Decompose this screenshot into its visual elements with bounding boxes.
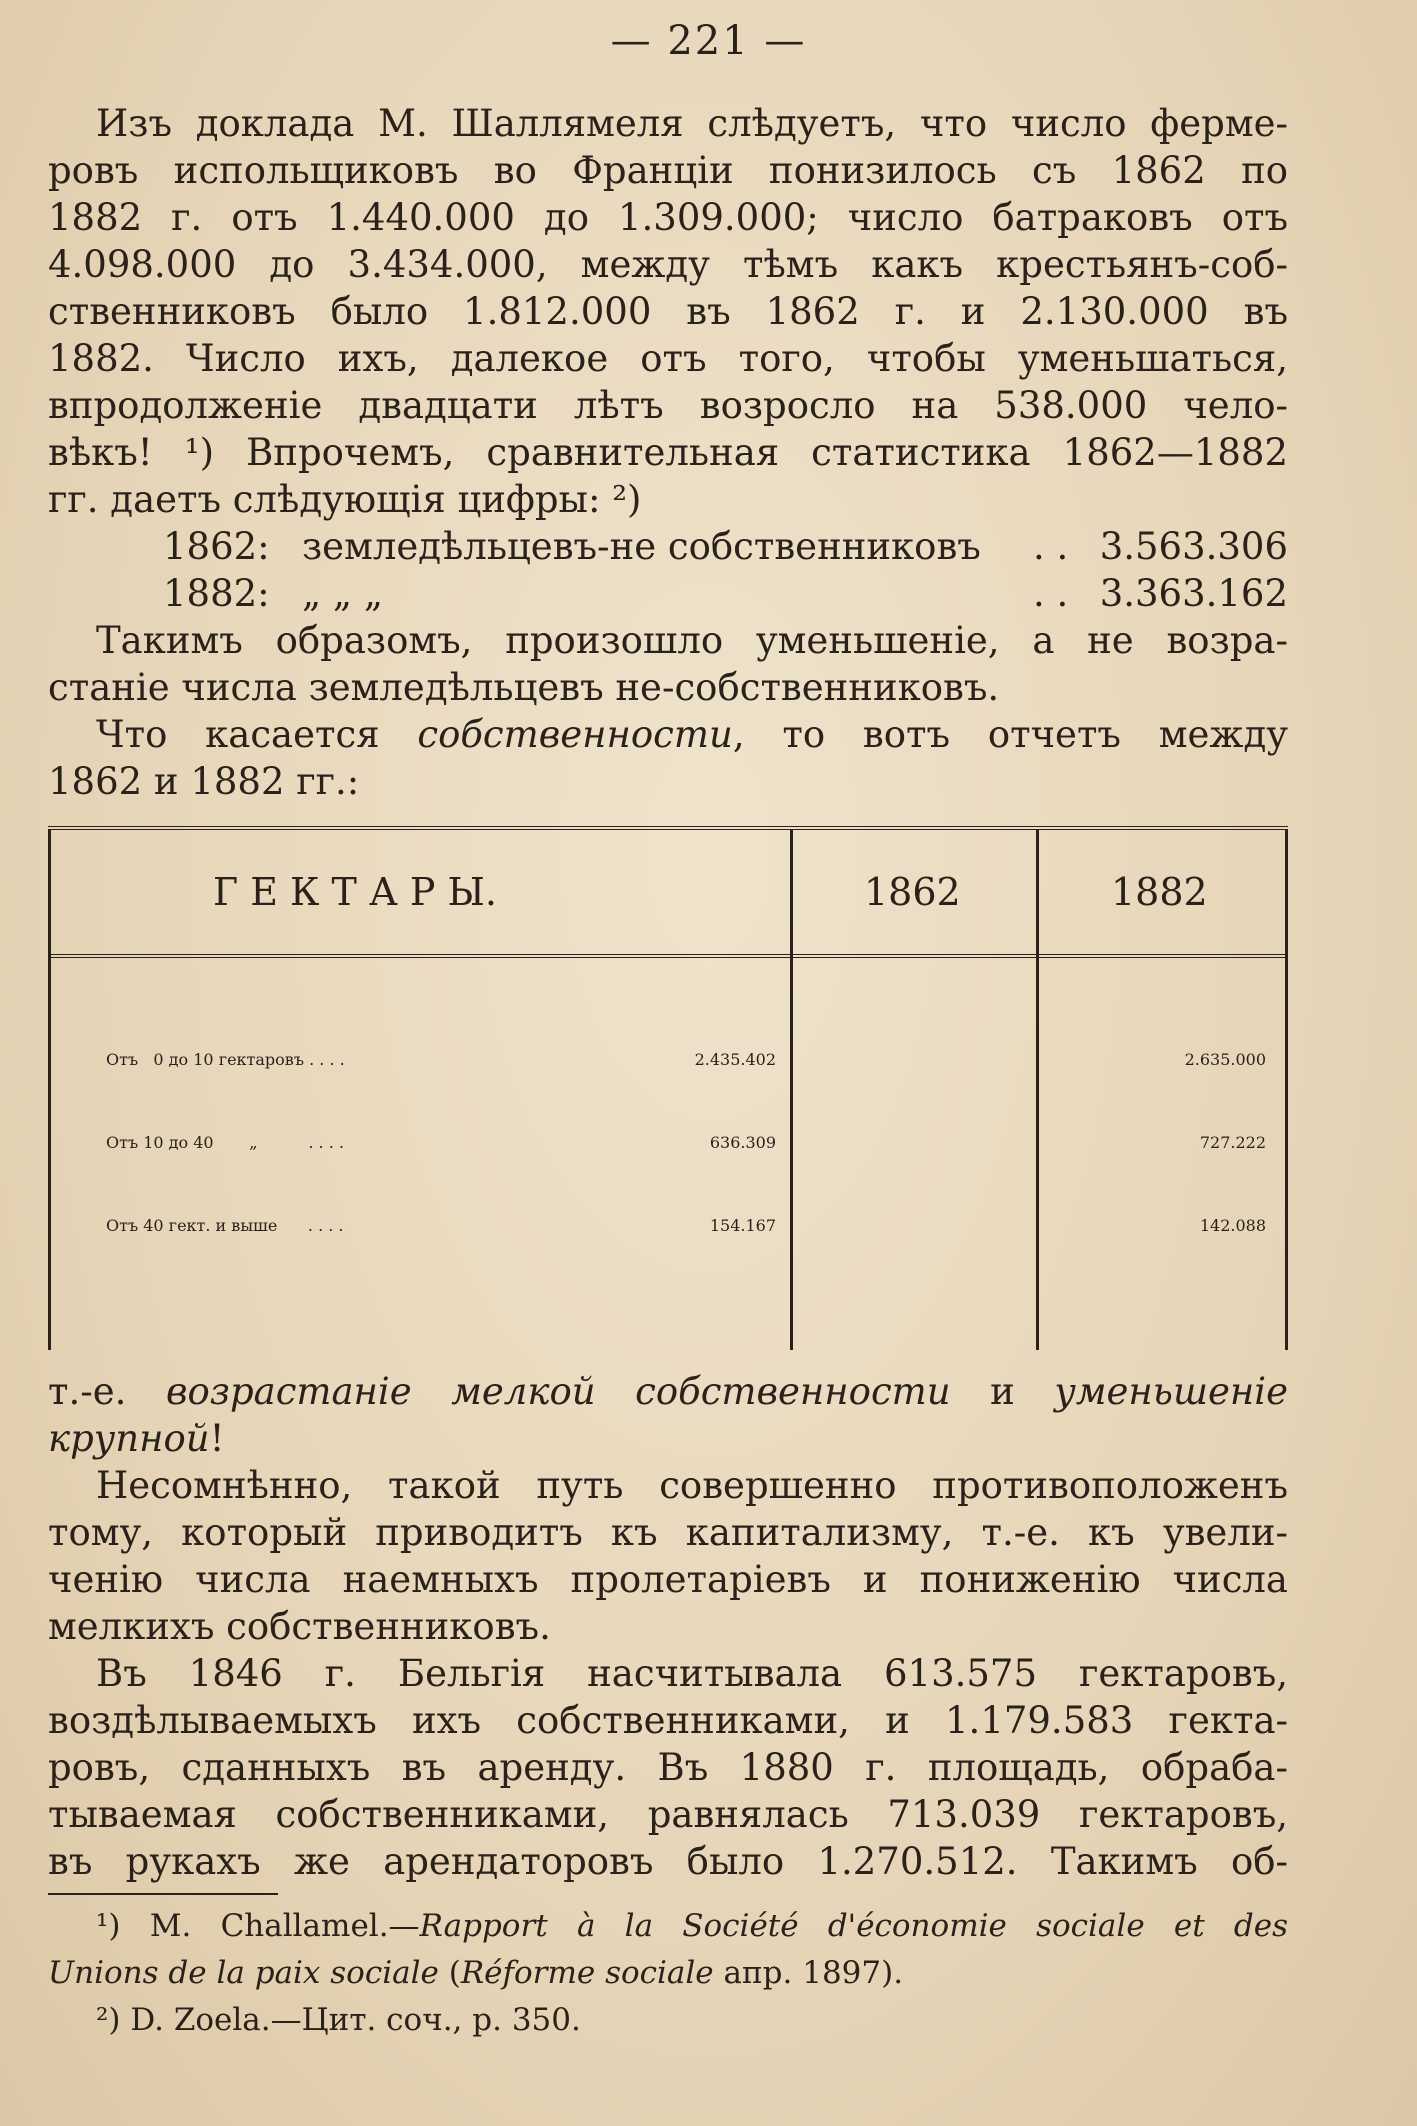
text-line	[48, 711, 1288, 758]
text-line: Такимъ образомъ, произошло уменьшеніе, а не возра-	[96, 619, 1288, 662]
stat-year: 1862:	[163, 525, 270, 568]
table-row	[48, 1216, 1288, 1266]
row-label: Отъ 40 гект. и выше . . . .	[106, 1216, 344, 1235]
text-span: и	[950, 1370, 1055, 1413]
text-line: станіе числа земледѣльцевъ не-собственниковъ.	[48, 666, 1000, 709]
cell-1862: 636.309	[709, 1133, 776, 1152]
text-span: ¹) M. Challamel.—	[96, 1908, 420, 1944]
text-line: тываемая собственниками, равнялась 713.039 гектаровъ,	[48, 1793, 1288, 1836]
page-number: — 221 —	[610, 18, 807, 64]
italic-text: возрастаніе мелкой собственности	[165, 1370, 951, 1413]
text-line: воздѣлываемыхъ ихъ собственниками, и 1.179.583 гекта-	[48, 1699, 1288, 1742]
stat-year: 1882:	[163, 572, 270, 615]
italic-text: уменьшеніе	[1054, 1370, 1288, 1413]
text-line: впродолженіе двадцати лѣтъ возросло на 538.000 чело-	[48, 384, 1288, 427]
italic-text: собственности	[417, 713, 733, 756]
text-line	[48, 1415, 1288, 1462]
italic-text: Réforme sociale	[460, 1955, 714, 1991]
stat-label: „ „ „	[302, 572, 384, 615]
text-line: 1882. Число ихъ, далекое отъ того, чтобы уменьшаться,	[48, 337, 1288, 380]
stat-value: 3.363.162	[1099, 572, 1288, 615]
cell-1882: 2.635.000	[1184, 1050, 1266, 1069]
text-line	[48, 1368, 1288, 1415]
table-header-hectares: Г Е К Т А Р Ы.	[213, 870, 497, 914]
text-span: !	[209, 1417, 225, 1460]
text-line: ровъ, сданныхъ въ аренду. Въ 1880 г. площадь, обраба-	[48, 1746, 1288, 1789]
table-row	[48, 1050, 1288, 1100]
text-line: ровъ испольщиковъ во Франціи понизилось съ 1862 по	[48, 149, 1288, 192]
text-line: ченію числа наемныхъ пролетаріевъ и пониженію числа	[48, 1558, 1288, 1601]
text-line: въ рукахъ же арендаторовъ было 1.270.512. Такимъ об-	[48, 1840, 1288, 1883]
text-span: , то вотъ отчетъ между	[732, 713, 1289, 756]
text-line: Несомнѣнно, такой путь совершенно противоположенъ	[96, 1464, 1288, 1507]
footnote-2: ²) D. Zoela.—Цит. соч., p. 350.	[96, 2002, 581, 2038]
footnotes	[48, 1905, 1288, 2046]
table-header-1882: 1882	[1111, 870, 1208, 914]
footnote-1-cont	[48, 1952, 1288, 1999]
text-span: т.-е.	[48, 1370, 166, 1413]
text-line: ственниковъ было 1.812.000 въ 1862 г. и 2.130.000 въ	[48, 290, 1288, 333]
row-label: Отъ 10 до 40 „ . . . .	[106, 1133, 344, 1152]
italic-text: Rapport à la Société d'économie sociale et des	[419, 1908, 1289, 1944]
text-line: Изъ доклада М. Шаллямеля слѣдуетъ, что число ферме-	[96, 102, 1288, 145]
table-header-1862: 1862	[864, 870, 961, 914]
text-line: тому, который приводитъ къ капитализму, т.-е. къ увели-	[48, 1511, 1288, 1554]
table-header-rule	[48, 954, 1288, 958]
text-line: 1882 г. отъ 1.440.000 до 1.309.000; число батраковъ отъ	[48, 196, 1288, 239]
text-span: Что касается	[96, 713, 418, 756]
text-line: гг. даетъ слѣдующія цифры: ²)	[48, 478, 642, 521]
table-row	[48, 1133, 1288, 1183]
paragraph-after-table	[48, 1368, 1288, 1885]
text-line: Въ 1846 г. Бельгія насчитывала 613.575 гектаровъ,	[96, 1652, 1288, 1695]
text-span: апр. 1897).	[713, 1955, 904, 1991]
italic-text: крупной	[48, 1417, 210, 1460]
row-label: Отъ 0 до 10 гектаровъ . . . .	[106, 1050, 345, 1069]
text-line: мелкихъ собственниковъ.	[48, 1605, 551, 1648]
text-line: 1862 и 1882 гг.:	[48, 760, 360, 803]
cell-1882: 727.222	[1199, 1133, 1266, 1152]
stat-dots: . .	[1033, 572, 1069, 615]
paragraph-1	[48, 100, 1288, 805]
footnote-1	[48, 1905, 1288, 1952]
text-line: вѣкъ! ¹) Впрочемъ, сравнительная статистика 1862—1882	[48, 431, 1288, 474]
cell-1862: 2.435.402	[694, 1050, 776, 1069]
hectares-table	[48, 826, 1288, 1350]
stat-label: земледѣльцевъ-не собственниковъ	[302, 525, 981, 568]
text-line: 4.098.000 до 3.434.000, между тѣмъ какъ крестьянъ-соб-	[48, 243, 1288, 286]
cell-1862: 154.167	[709, 1216, 776, 1235]
footnote-rule	[48, 1893, 278, 1895]
stat-value: 3.563.306	[1099, 525, 1288, 568]
italic-text: Unions de la paix sociale	[48, 1955, 439, 1991]
cell-1882: 142.088	[1199, 1216, 1266, 1235]
text-span: (	[438, 1955, 461, 1991]
stat-dots: . .	[1033, 525, 1069, 568]
stat-line-1862	[48, 523, 1288, 570]
stat-line-1882	[48, 570, 1288, 617]
